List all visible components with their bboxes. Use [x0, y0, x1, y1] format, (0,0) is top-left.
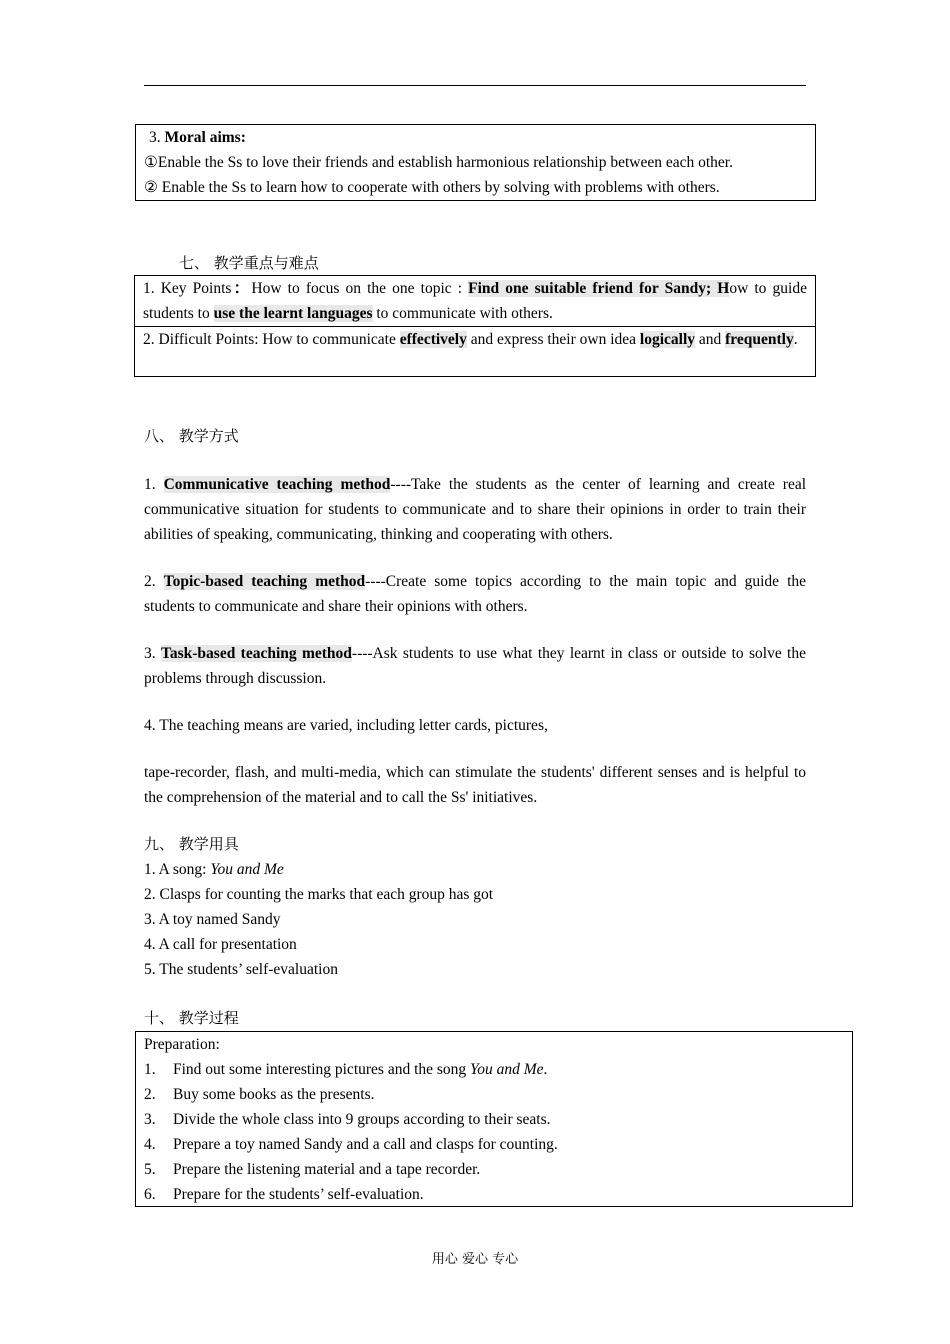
section7-title: 七、 教学重点与难点 — [179, 254, 319, 272]
preparation-list — [144, 1057, 844, 1207]
key-points-text: How to focus on the one topic : — [251, 280, 469, 297]
list-item-text: Find out some interesting pictures and the song — [173, 1061, 471, 1078]
list-item — [144, 1132, 844, 1157]
preparation-title: Preparation: — [144, 1036, 220, 1053]
tool-item-5: 5. The students’ self-evaluation — [144, 961, 338, 978]
tool-item-1-song: You and Me — [210, 861, 284, 878]
method-3-name: Task-based teaching method — [160, 645, 352, 662]
key-points-text-3: to communicate with others. — [372, 305, 553, 322]
header-rule — [144, 85, 806, 86]
list-item-text: Buy some books as the presents. — [173, 1086, 375, 1103]
key-points-highlight-1: Find one suitable friend for Sandy; H — [468, 280, 730, 297]
moral-item-1: ①Enable the Ss to love their friends and establish harmonious relationship between each other. — [144, 154, 733, 171]
difficult-points-and: and — [695, 331, 726, 348]
method-1 — [144, 472, 806, 547]
tool-item-2: 2. Clasps for counting the marks that each group has got — [144, 886, 494, 903]
section9-title: 九、 教学用具 — [144, 835, 239, 853]
list-item-num: 5. — [144, 1161, 156, 1178]
list-item — [144, 1057, 844, 1082]
list-item-num: 6. — [144, 1186, 156, 1203]
section10-title: 十、 教学过程 — [144, 1009, 239, 1027]
key-points-label: 1. Key Points — [143, 280, 232, 297]
key-points-cell — [135, 276, 815, 327]
difficult-highlight-1: effectively — [399, 331, 467, 348]
moral-item-2: ② Enable the Ss to learn how to cooperate with others by solving with problems with others. — [144, 179, 720, 196]
list-item — [144, 1082, 844, 1107]
method-1-name: Communicative teaching method — [163, 476, 391, 493]
difficult-points-cell — [135, 327, 815, 352]
tool-item-4: 4. A call for presentation — [144, 936, 297, 953]
method-4-continued: tape-recorder, flash, and multi-media, which can stimulate the students' different senses and is helpful to the comprehension of the material and to call the Ss' initiatives. — [144, 764, 806, 806]
list-item-num: 4. — [144, 1136, 156, 1153]
page-footer: 用心 爱心 专心 — [431, 1252, 519, 1267]
difficult-points-end: . — [793, 331, 798, 348]
difficult-highlight-2: logically — [639, 331, 695, 348]
moral-heading-num: 3. — [149, 129, 161, 146]
list-item-num: 3. — [144, 1111, 156, 1128]
key-points-highlight-2: use the learnt languages — [213, 305, 373, 322]
difficult-points-text: 2. Difficult Points: How to communicate — [143, 331, 400, 348]
method-3-text: ----Ask students to use what they learnt in class or outside to solve the problems through discussion. — [144, 645, 806, 687]
difficult-points-text-2: and express their own idea — [466, 331, 640, 348]
list-item-num: 2. — [144, 1086, 156, 1103]
list-item-text: Prepare for the students’ self-evaluation. — [173, 1186, 424, 1203]
moral-heading — [149, 125, 246, 150]
method-4: 4. The teaching means are varied, including letter cards, pictures, — [144, 717, 548, 734]
list-item-song: You and Me — [470, 1061, 544, 1078]
key-points-text-2: ow to guide students to — [143, 280, 807, 322]
list-item-text: Divide the whole class into 9 groups according to their seats. — [173, 1111, 551, 1128]
list-item-end: . — [543, 1061, 548, 1078]
list-item — [144, 1157, 844, 1182]
key-points-table — [134, 275, 816, 377]
moral-aims-box — [135, 124, 816, 201]
method-3-num: 3. — [144, 645, 161, 662]
method-2-name: Topic-based teaching method — [163, 573, 366, 590]
method-1-num: 1. — [144, 476, 164, 493]
list-item-text: Prepare a toy named Sandy and a call and clasps for counting. — [173, 1136, 558, 1153]
section8-title: 八、 教学方式 — [144, 427, 239, 445]
tool-item-3: 3. A toy named Sandy — [144, 911, 281, 928]
list-item — [144, 1107, 844, 1132]
key-points-colon: ： — [231, 280, 252, 297]
preparation-box — [135, 1031, 853, 1207]
list-item-num: 1. — [144, 1061, 156, 1078]
list-item-text: Prepare the listening material and a tape recorder. — [173, 1161, 481, 1178]
method-1-text: ----Take the students as the center of learning and create real communicative situation for students to communicate and to share their opinions in order to train their abilities of speaking, communicating, thinking and cooperating with others. — [144, 476, 807, 543]
method-2-num: 2. — [144, 573, 164, 590]
list-item — [144, 1182, 844, 1207]
method-3 — [144, 641, 806, 691]
method-2-text: ----Create some topics according to the main topic and guide the students to communicate and share their opinions with others. — [144, 573, 807, 615]
tool-item-1-text: 1. A song: — [144, 861, 211, 878]
method-2 — [144, 569, 806, 619]
tool-item-1 — [144, 857, 284, 882]
difficult-highlight-3: frequently — [725, 331, 794, 348]
moral-heading-text: Moral aims: — [164, 129, 246, 146]
